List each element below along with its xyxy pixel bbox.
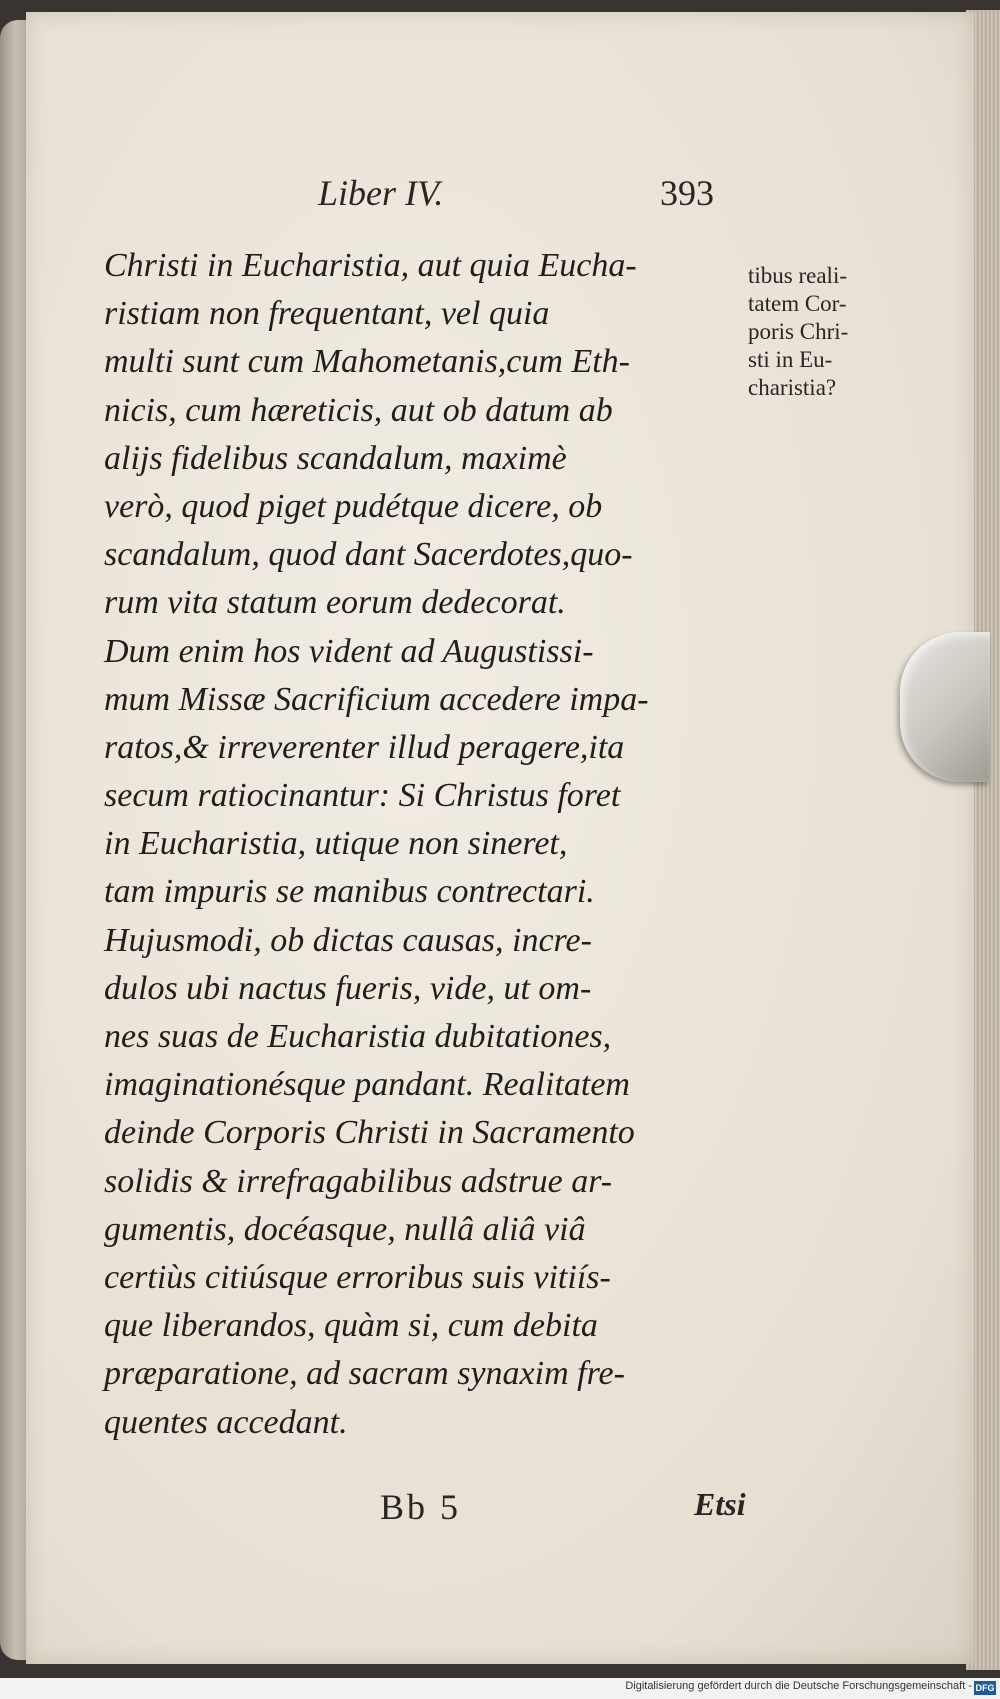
page-clip <box>900 632 990 782</box>
text-line: imaginationésque pandant. Realitatem <box>104 1066 630 1104</box>
running-title: Liber IV. <box>318 173 444 213</box>
text-line: multi sunt cum Mahometanis,cum Eth- <box>104 343 630 381</box>
text-line: mum Missæ Sacrificium accedere impa- <box>104 680 649 718</box>
text-line: ratos,& irreverenter illud peragere,ita <box>104 728 625 766</box>
text-line: in Eucharistia, utique non sineret, <box>104 825 568 863</box>
marginal-note <box>748 262 898 402</box>
margin-line: poris Chri- <box>748 319 849 344</box>
text-line: deinde Corporis Christi in Sacramento <box>104 1114 635 1152</box>
footer-bar <box>0 1678 1000 1699</box>
text-line: verò, quod piget pudétque dicere, ob <box>104 487 603 525</box>
body-text <box>104 242 764 1447</box>
text-line: tam impuris se manibus contrectari. <box>104 873 595 911</box>
margin-line: sti in Eu- <box>748 347 833 372</box>
text-line: Dum enim hos vident ad Augustissi- <box>104 632 594 670</box>
page-number: 393 <box>660 173 714 213</box>
text-line: quentes accedant. <box>104 1403 348 1441</box>
text-line: solidis & irrefragabilibus adstrue ar- <box>104 1162 613 1200</box>
funding-credit: Digitalisierung gefördert durch die Deutsche Forschungsgemeinschaft - <box>625 1680 972 1692</box>
text-line: Hujusmodi, ob dictas causas, incre- <box>104 921 592 959</box>
catchword: Etsi <box>694 1486 746 1522</box>
text-line: gumentis, docéasque, nullâ aliâ viâ <box>104 1210 586 1248</box>
text-line: secum ratiocinantur: Si Christus foret <box>104 777 621 815</box>
dfg-logo: DFG <box>975 1683 995 1693</box>
running-head <box>0 172 1000 222</box>
margin-line: tibus reali- <box>748 263 847 288</box>
signature-mark: Bb 5 <box>380 1487 462 1527</box>
text-line: certiùs citiúsque erroribus suis vitiís- <box>104 1258 611 1296</box>
margin-line: charistia? <box>748 375 837 400</box>
text-line: præparatione, ad sacram synaxim fre- <box>104 1355 625 1393</box>
text-line: scandalum, quod dant Sacerdotes,quo- <box>104 536 633 574</box>
margin-line: tatem Cor- <box>748 291 847 316</box>
text-line: Christi in Eucharistia, aut quia Eucha- <box>104 247 637 284</box>
text-line: que liberandos, quàm si, cum debita <box>104 1307 598 1345</box>
text-line: alijs fidelibus scandalum, maximè <box>104 439 567 477</box>
text-line: ristiam non frequentant, vel quia <box>104 295 550 333</box>
text-line: rum vita statum eorum dedecorat. <box>104 584 566 622</box>
text-line: nicis, cum hæreticis, aut ob datum ab <box>104 391 613 429</box>
text-line: nes suas de Eucharistia dubitationes, <box>104 1018 612 1055</box>
text-line: dulos ubi nactus fueris, vide, ut om- <box>104 969 592 1007</box>
